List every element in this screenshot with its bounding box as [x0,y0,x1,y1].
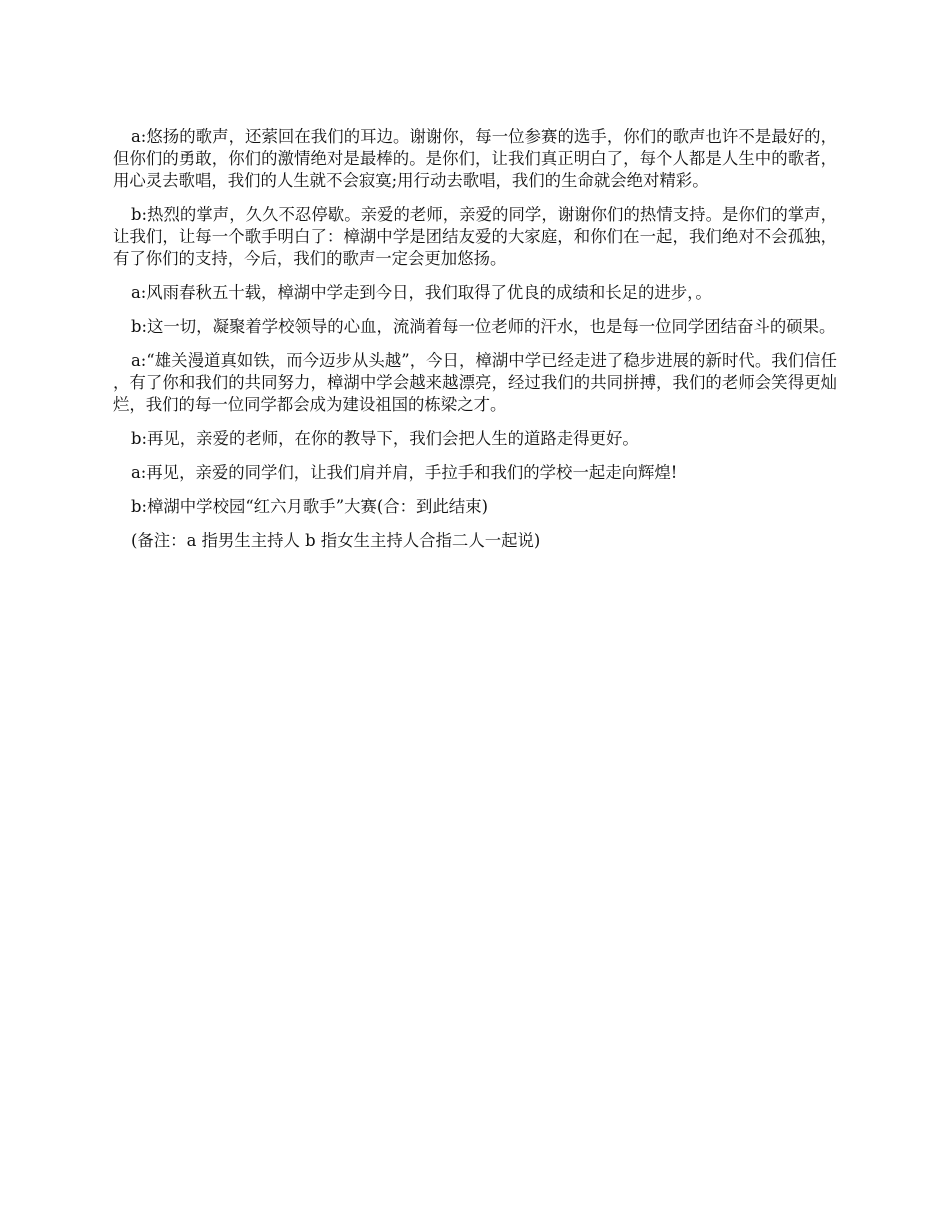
paragraph-host-b-applause: b:热烈的掌声，久久不忍停歇。亲爱的老师，亲爱的同学，谢谢你们的热情支持。是你们的掌声，让我们，让每一个歌手明白了：樟湖中学是团结友爱的大家庭，和你们在一起，我们绝对不会孤独，有了你们的支持，今后，我们的歌声一定会更加悠扬。 [113,205,837,268]
paragraph-host-a-fifty-years: a:风雨春秋五十载，樟湖中学走到今日，我们取得了优良的成绩和长足的进步，。 [131,283,712,302]
paragraph-host-a-farewell-students: a:再见，亲爱的同学们，让我们肩并肩，手拉手和我们的学校一起走向辉煌! [131,463,678,482]
paragraph-host-b-closing: b:樟湖中学校园“红六月歌手”大赛(合：到此结束) [131,497,488,516]
paragraph-host-b-farewell-teachers: b:再见，亲爱的老师，在你的教导下，我们会把人生的道路走得更好。 [131,429,639,448]
paragraph-host-a-new-era: a:“雄关漫道真如铁，而今迈步从头越”，今日，樟湖中学已经走进了稳步进展的新时代。我们信任，有了你和我们的共同努力，樟湖中学会越来越漂亮，经过我们的共同拼搏，我们的老师会笑得更灿烂，我们的每一位同学都会成为建设祖国的栋梁之才。 [113,351,837,414]
paragraph-host-a-thanks: a:悠扬的歌声，还萦回在我们的耳边。谢谢你，每一位参赛的选手，你们的歌声也许不是最好的，但你们的勇敢，你们的激情绝对是最棒的。是你们，让我们真正明白了，每个人都是人生中的歌者，用心灵去歌唱，我们的人生就不会寂寞;用行动去歌唱，我们的生命就会绝对精彩。 [113,127,837,190]
document-body [113,126,837,564]
paragraph-host-b-achievements: b:这一切，凝聚着学校领导的心血，流淌着每一位老师的汗水，也是每一位同学团结奋斗的硕果。 [131,317,836,336]
paragraph-note: (备注：a 指男生主持人 b 指女生主持人合指二人一起说) [131,531,541,550]
